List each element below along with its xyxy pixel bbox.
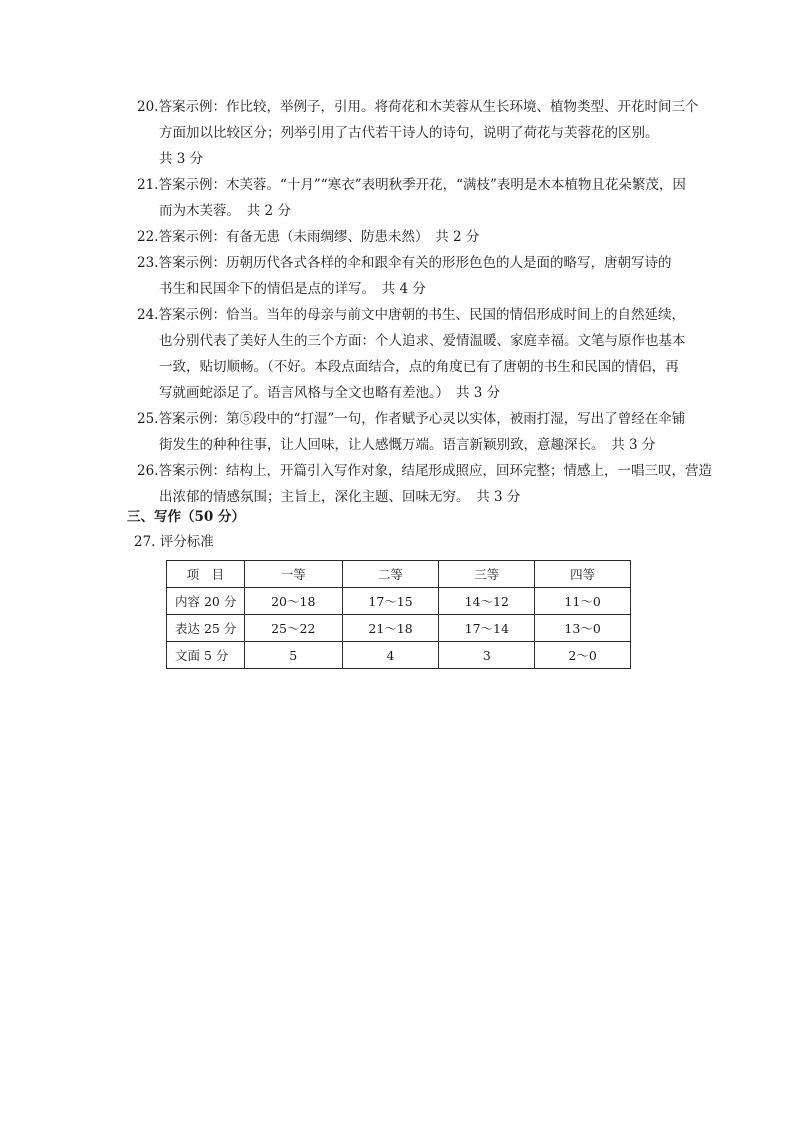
row-label: 表达 25 分 [167,615,245,642]
table-cell: 14～12 [439,588,535,615]
answer-line [137,302,685,328]
answer-line [137,224,677,250]
table-cell: 20～18 [244,588,342,615]
column-header: 一等 [244,561,342,588]
answer-item-25 [137,406,686,458]
column-header: 四等 [535,561,631,588]
answer-line [137,406,686,432]
answer-text: 答案示例：木芙蓉。“十月”“寒衣”表明秋季开花，“满枝”表明是木本植物且花朵繁茂，因 [158,177,686,193]
answer-line: 写就画蛇添足了。语言风格与全文也略有差池。） 共 3 分 [159,385,501,401]
answer-score: 共 3 分 [159,151,204,167]
question-number: 23. [137,255,159,271]
answer-text: 答案示例：恰当。当年的母亲与前文中唐朝的书生、民国的情侣形成时间上的自然延续， [158,307,685,323]
answer-line: 方面加以比较区分；列举引用了古代若干诗人的诗句，说明了荷花与芙蓉花的区别。 [159,125,659,141]
answer-item-24 [137,302,686,406]
question-number: 20. [137,99,159,115]
table-row [167,615,631,642]
table-cell: 11～0 [535,588,631,615]
table-cell: 5 [244,642,342,669]
answer-item-22 [137,224,677,250]
table-cell: 17～14 [439,615,535,642]
section-heading: 三、写作（50 分） [127,509,245,525]
answer-text: 答案示例：作比较，举例子，引用。将荷花和木芙蓉从生长环境、植物类型、开花时间三个 [158,99,699,115]
table-header-row [167,561,631,588]
answer-line [137,458,712,484]
rubric-title: 27. 评分标准 [134,534,214,550]
column-header: 二等 [342,561,439,588]
question-number: 21. [137,177,159,193]
answer-text: 答案示例：结构上，开篇引入写作对象，结尾形成照应，回环完整；情感上，一唱三叹，营造 [158,463,712,479]
answer-line [137,94,699,120]
answer-line: 也分别代表了美好人生的三个方面：个人追求、爱情温暖、家庭幸福。文笔与原作也基本 [159,333,686,349]
table-cell: 3 [439,642,535,669]
column-header: 三等 [439,561,535,588]
answer-text: 答案示例：有备无患（未雨绸缪、防患未然） 共 2 分 [158,229,480,245]
answer-line: 一致，贴切顺畅。（不好。本段点面结合，点的角度已有了唐朝的书生和民国的情侣，再 [159,359,679,375]
question-number: 24. [137,307,159,323]
answer-list [137,94,712,510]
answer-line: 书生和民国伞下的情侣是点的详写。 共 4 分 [159,281,426,297]
answer-line: 出浓郁的情感氛围；主旨上，深化主题、回味无穷。 共 3 分 [159,489,521,505]
question-number: 25. [137,411,159,427]
column-header: 项 目 [167,561,245,588]
question-number: 22. [137,229,159,245]
answer-item-23 [137,250,677,302]
table-cell: 17～15 [342,588,439,615]
answer-item-21 [137,172,686,224]
answer-text: 答案示例：第⑤段中的“打湿”一句，作者赋予心灵以实体，被雨打湿，写出了曾经在伞铺 [158,411,686,427]
table-row [167,642,631,669]
row-label: 内容 20 分 [167,588,245,615]
table-cell: 13～0 [535,615,631,642]
scoring-rubric-table [166,560,631,669]
table-cell: 21～18 [342,615,439,642]
table-cell: 2～0 [535,642,631,669]
table-cell: 25～22 [244,615,342,642]
answer-line [137,172,686,198]
table-cell: 4 [342,642,439,669]
answer-item-26 [137,458,712,510]
answer-line [137,250,677,276]
answer-line: 而为木芙蓉。 共 2 分 [159,203,291,219]
answer-line: 街发生的种种往事，让人回味，让人感慨万端。语言新颖别致，意趣深长。 共 3 分 [159,437,656,453]
row-label: 文面 5 分 [167,642,245,669]
table-row [167,588,631,615]
answer-item-20 [137,94,699,172]
answer-text: 答案示例：历朝历代各式各样的伞和跟伞有关的形形色色的人是面的略写，唐朝写诗的 [158,255,672,271]
question-number: 26. [137,463,159,479]
